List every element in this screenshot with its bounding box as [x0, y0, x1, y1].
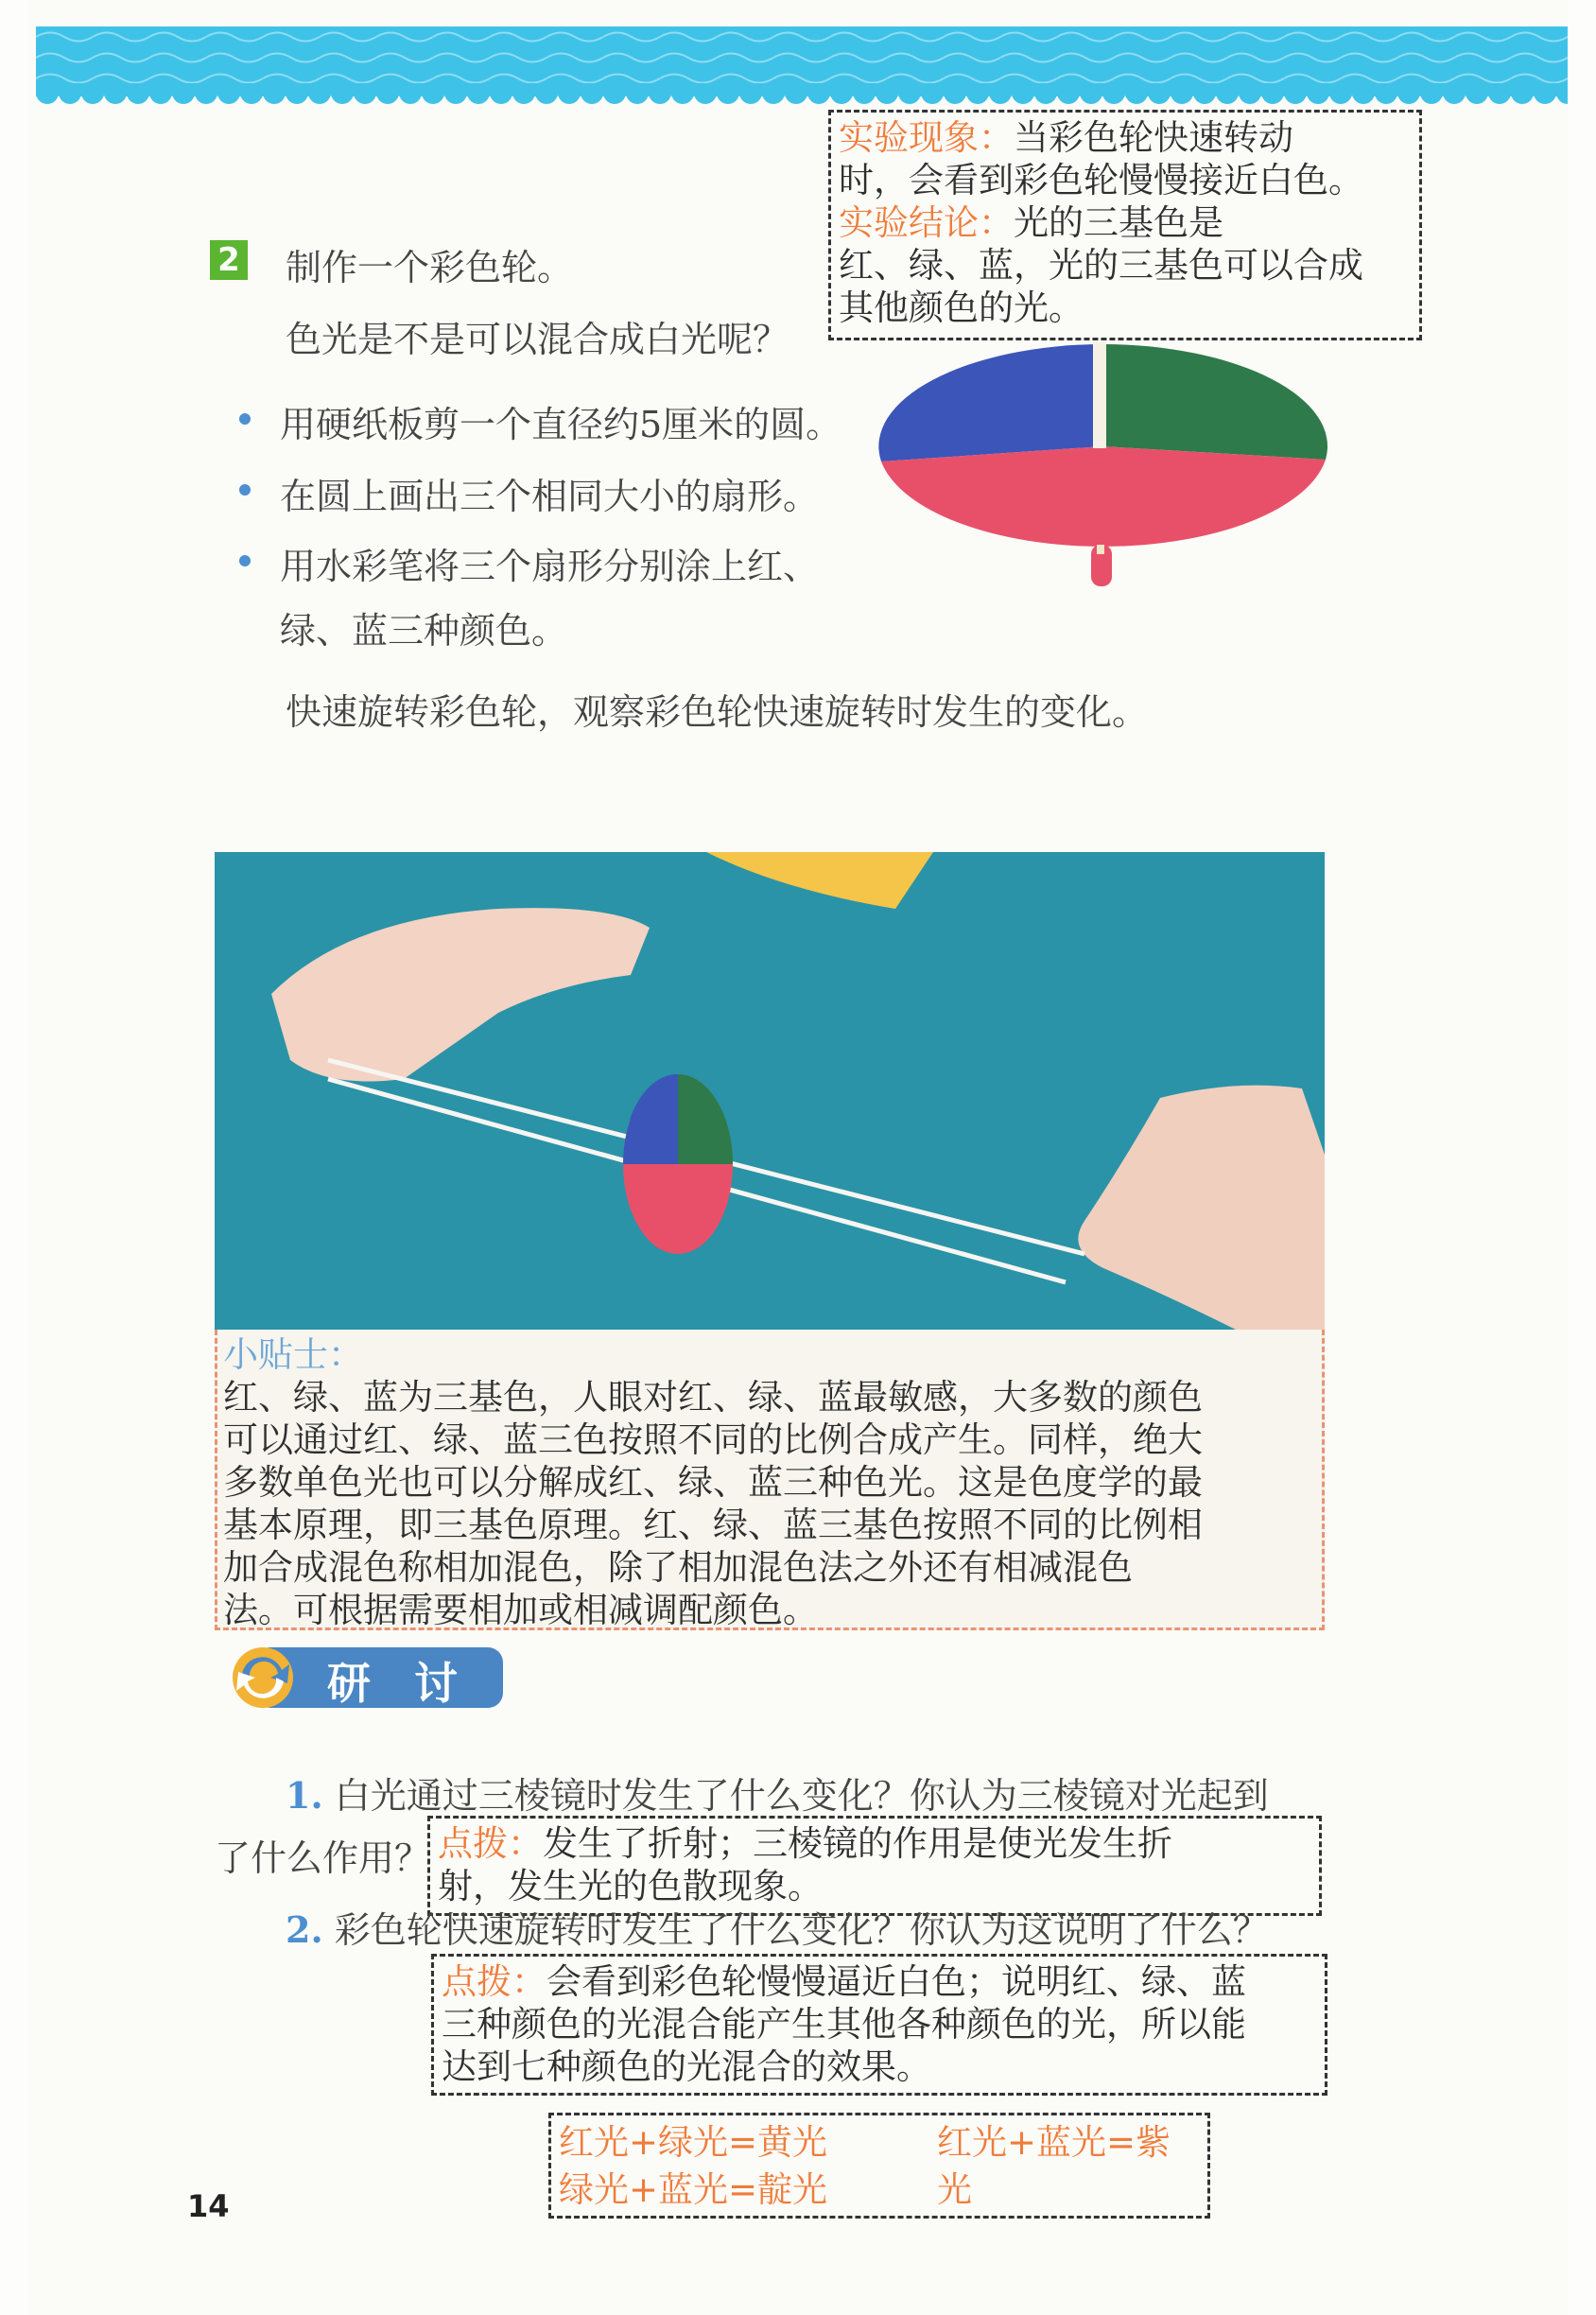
- question-1-number: 1.: [286, 1774, 323, 1817]
- step-item: 在圆上画出三个相同大小的扇形。: [280, 476, 820, 517]
- hint-1-text-cont: 射，发生光的色散现象。: [438, 1866, 823, 1906]
- phenomenon-text: 当彩色轮快速转动: [1014, 117, 1293, 158]
- tip-line: 基本原理，即三基色原理。红、绿、蓝三基色按照不同的比例相: [223, 1505, 1203, 1545]
- wheel-red-sector: [881, 446, 1326, 547]
- question-2-number: 2.: [286, 1908, 323, 1951]
- color-wheel-illustration: [877, 342, 1331, 626]
- experiment-result-note: [828, 110, 1422, 340]
- header-wave-banner: [36, 26, 1568, 108]
- activity-question: 色光是不是可以混合成白光呢？: [286, 319, 789, 360]
- phenomenon-text-cont: 时，会看到彩色轮慢慢接近白色。: [839, 160, 1363, 200]
- activity-title: 制作一个彩色轮。: [286, 247, 574, 288]
- bullet-icon: [239, 555, 251, 566]
- activity-instruction: 快速旋转彩色轮，观察彩色轮快速旋转时发生的变化。: [286, 691, 1149, 733]
- hint-1-text: 发生了折射；三棱镜的作用是使光发生折: [543, 1823, 1172, 1864]
- conclusion-text: 光的三基色是: [1014, 202, 1223, 243]
- question-1-text: 白光通过三棱镜时发生了什么变化？你认为三棱镜对光起到: [334, 1775, 1269, 1817]
- color-mix-eq-3: 绿光+蓝光=靛光: [559, 2169, 828, 2210]
- bullet-icon: [239, 413, 251, 425]
- tip-line: 多数单色光也可以分解成红、绿、蓝三种色光。这是色度学的最: [223, 1462, 1203, 1503]
- tip-line: 红、绿、蓝为三基色，人眼对红、绿、蓝最敏感，大多数的颜色: [223, 1377, 1203, 1418]
- hint-2-label: 点拨：: [442, 1961, 546, 2002]
- step-number-badge: 2: [210, 240, 248, 280]
- tip-line: 法。可根据需要相加或相减调配颜色。: [223, 1590, 818, 1630]
- tip-line: 可以通过红、绿、蓝三色按照不同的比例合成产生。同样，绝大: [223, 1419, 1203, 1460]
- wheel-blue-sector: [878, 344, 1102, 461]
- color-mix-eq-2: 红光+蓝光=紫光: [937, 2122, 1171, 2210]
- hint-2-text: 会看到彩色轮慢慢逼近白色；说明红、绿、蓝: [546, 1961, 1246, 2002]
- conclusion-text-cont: 红、绿、蓝，光的三基色可以合成: [839, 245, 1363, 286]
- question-2-text: 彩色轮快速旋转时发生了什么变化？你认为这说明了什么？: [334, 1909, 1269, 1951]
- spinning-wheel-photo: [215, 852, 1325, 1330]
- page-number: 14: [187, 2188, 230, 2224]
- conclusion-label: 实验结论：: [839, 202, 1014, 243]
- step-item-cont: 绿、蓝三种颜色。: [280, 610, 568, 652]
- tip-line: 加合成混色称相加混色，除了相加混色法之外还有相减混色: [223, 1547, 1133, 1588]
- hint-2-text-cont: 三种颜色的光混合能产生其他各种颜色的光，所以能: [442, 2004, 1246, 2045]
- color-mix-eq-1: 红光+绿光=黄光: [559, 2122, 828, 2163]
- step-item: 用水彩笔将三个扇形分别涂上红、: [280, 546, 820, 587]
- question-2: [286, 1901, 1269, 1953]
- question-1-cont: 了什么作用？: [215, 1837, 431, 1879]
- hint-2-box: [431, 1954, 1327, 2096]
- color-mix-box: [548, 2113, 1210, 2219]
- step-item: 用硬纸板剪一个直径约5厘米的圆。: [280, 404, 842, 445]
- discussion-title: 研 讨: [327, 1658, 458, 1709]
- question-1: [286, 1767, 1269, 1819]
- wheel-axle-top: [1093, 342, 1106, 448]
- hint-1-label: 点拨：: [438, 1823, 543, 1864]
- hint-2-text-end: 达到七种颜色的光混合的效果。: [442, 2046, 931, 2087]
- bullet-icon: [239, 484, 251, 496]
- tip-title: 小贴士：: [223, 1334, 363, 1375]
- phenomenon-label: 实验现象：: [839, 117, 1014, 158]
- wheel-green-sector: [1102, 344, 1327, 460]
- tip-box: [215, 1330, 1325, 1630]
- conclusion-text-end: 其他颜色的光。: [839, 287, 1084, 328]
